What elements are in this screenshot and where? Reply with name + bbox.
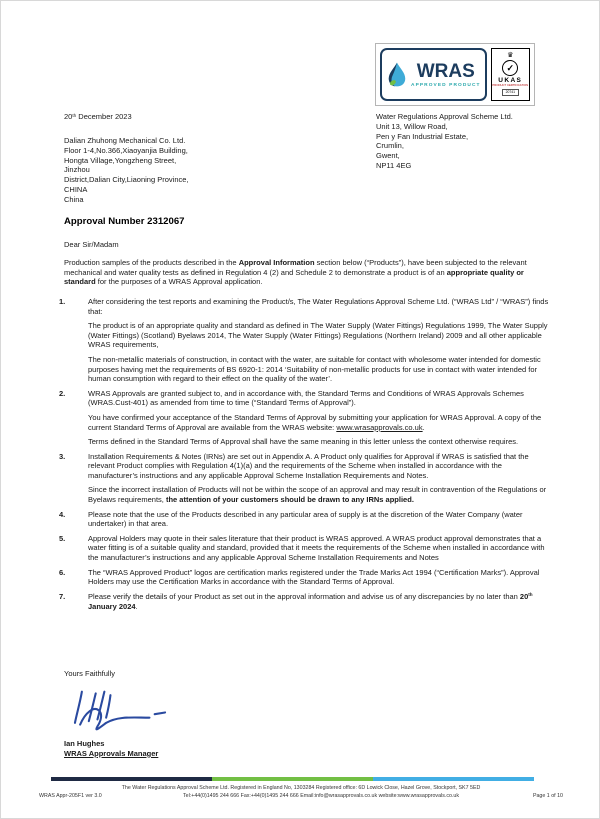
item-number: 7. — [59, 591, 66, 601]
list-item-6: 6. The “WRAS Approved Product” logos are certification marks registered under the Trade Marks Act 1994 (“Certification Marks”). Approval Holders may use the Certification Marks in accordance with the Standard Terms of Approval. — [59, 567, 540, 587]
letter-date: 20th December 2023 — [64, 112, 132, 121]
recipient-address-line: Jinzhou — [64, 165, 90, 175]
recipient-address-line: Floor 1-4,No.366,Xiaoyanjia Building, — [64, 145, 188, 155]
list-item-4: 4. Please note that the use of the Products described in any particular area of supply is at the discretion of the Water Company (water undertaker) in that area. — [59, 509, 523, 529]
item-number: 3. — [59, 451, 66, 461]
signoff-block — [64, 669, 180, 758]
footer-bar-green-segment — [212, 777, 373, 781]
header-logos — [375, 43, 535, 106]
list-item-3: 3. Installation Requirements & Notes (IRNs) are set out in Appendix A. A Product only qualifies for Approval if WRAS is satisfied that the relevant Product complies with Regulation 4(1)(a) and the requirements of the Scheme when installed in accordance with the manufacturer’s instructions and any applicable Approval Scheme Installation Requirements and Notes. Since the incorrect installation of Products will not be within the scope of an approval and may result in contravention of the Regulations or Byelaws requirements, the attention of your customers should be drawn to any IRNs applied. — [59, 451, 547, 505]
approval-number-heading: Approval Number 2312067 — [64, 216, 185, 227]
wras-water-drop-icon — [386, 60, 408, 89]
footer-color-bar — [51, 777, 534, 781]
footer-form-reference: WRAS Appr-205F1 ver 3.0 — [39, 793, 102, 799]
checkmark-icon: ✓ — [502, 60, 518, 76]
letter-body — [59, 216, 552, 617]
sender-address-line: Gwent, — [376, 151, 400, 161]
signatory-name: Ian Hughes — [64, 739, 105, 749]
closing-line: Yours Faithfully — [64, 669, 115, 678]
recipient-address-line: Dalian Zhuhong Mechanical Co. Ltd. — [64, 136, 186, 145]
ukas-number: 20741 — [502, 89, 519, 96]
sender-address-line: Water Regulations Approval Scheme Ltd. — [376, 112, 513, 121]
footer-bar-blue-segment — [373, 777, 534, 781]
sender-address-line: Crumlin, — [376, 141, 404, 151]
item-number: 4. — [59, 509, 66, 519]
ukas-product-certification-label: PRODUCT CERTIFICATION — [492, 83, 529, 88]
sender-address — [376, 112, 513, 171]
list-item-2: 2. WRAS Approvals are granted subject to, and in accordance with, the Standard Terms and Conditions of WRAS Approvals Schemes (WRAS.Cust-401) as amended from time to time (“Standard Terms of Approval”). You have confirmed your acceptance of the Standard Terms of Approval by submitting your application for WRAS Approval. A copy of the current Standard Terms of Approval are available from the WRAS website: www.wrasapprovals.co.uk. Terms defined in the Standard Terms of Approval shall have the same meaning in this letter unless the context otherwise requires. — [59, 388, 542, 447]
wras-wordmark: WRAS — [416, 60, 475, 82]
page-number: Page 1 of 10 — [532, 793, 563, 799]
item-number: 5. — [59, 533, 66, 543]
wras-website-link[interactable]: www.wrasapprovals.co.uk — [336, 422, 423, 432]
sender-address-line: NP11 4EG — [376, 160, 412, 170]
wras-approved-product-logo — [380, 48, 487, 101]
item-number: 6. — [59, 567, 66, 577]
footer-registered-line: The Water Regulations Approval Scheme Ltd. Registered in England No, 1303284 Registered office: 6D Lowick Close, Hazel Grove, Stockport, SK7 5ED — [121, 785, 481, 791]
list-item-7: 7. Please verify the details of your Product as set out in the approval information and advise us of any discrepancies by no later than 20th January 2024. — [59, 591, 533, 612]
recipient-address-line: Hongta Village,Yongzheng Street, — [64, 155, 177, 165]
sender-address-line: Unit 13, Willow Road, — [376, 121, 448, 131]
recipient-address-line: CHINA — [64, 184, 88, 194]
item-number: 1. — [59, 296, 66, 306]
signatory-title: WRAS Approvals Manager — [64, 748, 159, 758]
recipient-address-line: China — [64, 194, 84, 204]
list-item-5: 5. Approval Holders may quote in their sales literature that their product is WRAS approved. A WRAS product approval demonstrates that a water fitting is of a suitable quality and standard, provided that it meets the requirements of the Scheme when installed in accordance with the manufacturer’s instructions and any applicable Approval Scheme Installation Requirements and Notes — [59, 533, 545, 563]
salutation: Dear Sir/Madam — [64, 239, 119, 249]
intro-paragraph: Production samples of the products described in the Approval Information section below (“Products”), have been subjected to the relevant mechanical and water quality tests as defined in Regulation 4 (2) and Schedule 2 to demonstrate a product is of an appropriate quality or standard for the purposes of a WRAS Approval application. — [64, 258, 527, 287]
recipient-address-line: District,Dalian City,Liaoning Province, — [64, 175, 189, 185]
list-item-1: 1. After considering the test reports and examining the Product/s, The Water Regulations Approval Scheme Ltd. (“WRAS Ltd” / “WRAS”) finds that: The product is of an appropriate quality and standard as defined in The Water Supply (Water Fittings) Regulations 1999, The Water Supply (Water Fittings) (Scotland) Byelaws 2014, The Water Supply (Water Fittings) Regulations (Northern Ireland) 2009 and all other applicable WRAS requirements, The non-metallic materials of construction, in contact with the water, are suitable for contact with wholesome water intended for domestic purposes having met the requirements of BS 6920-1: 2014 ‘Suitability of non-metallic products for use in contact with water intended for human consumption with regard to their effect on the quality of the water’. — [59, 296, 549, 384]
item-number: 2. — [59, 388, 66, 398]
footer-contact-line: Tel:+44(0)1495 244 666 Fax:+44(0)1495 244 666 Email:info@wrasapprovals.co.uk website:www.wrasapprovals.co.uk — [183, 793, 459, 799]
sender-address-line: Pen y Fan Industrial Estate, — [376, 131, 469, 141]
approved-product-label: APPROVED PRODUCT — [411, 82, 481, 88]
ukas-certification-mark — [491, 48, 530, 101]
crown-icon: ♛ — [507, 52, 514, 60]
ukas-wordmark: UKAS — [498, 77, 523, 85]
footer — [39, 784, 563, 800]
recipient-address — [64, 136, 189, 205]
handwritten-signature — [60, 683, 180, 735]
footer-bar-navy-segment — [51, 777, 212, 781]
